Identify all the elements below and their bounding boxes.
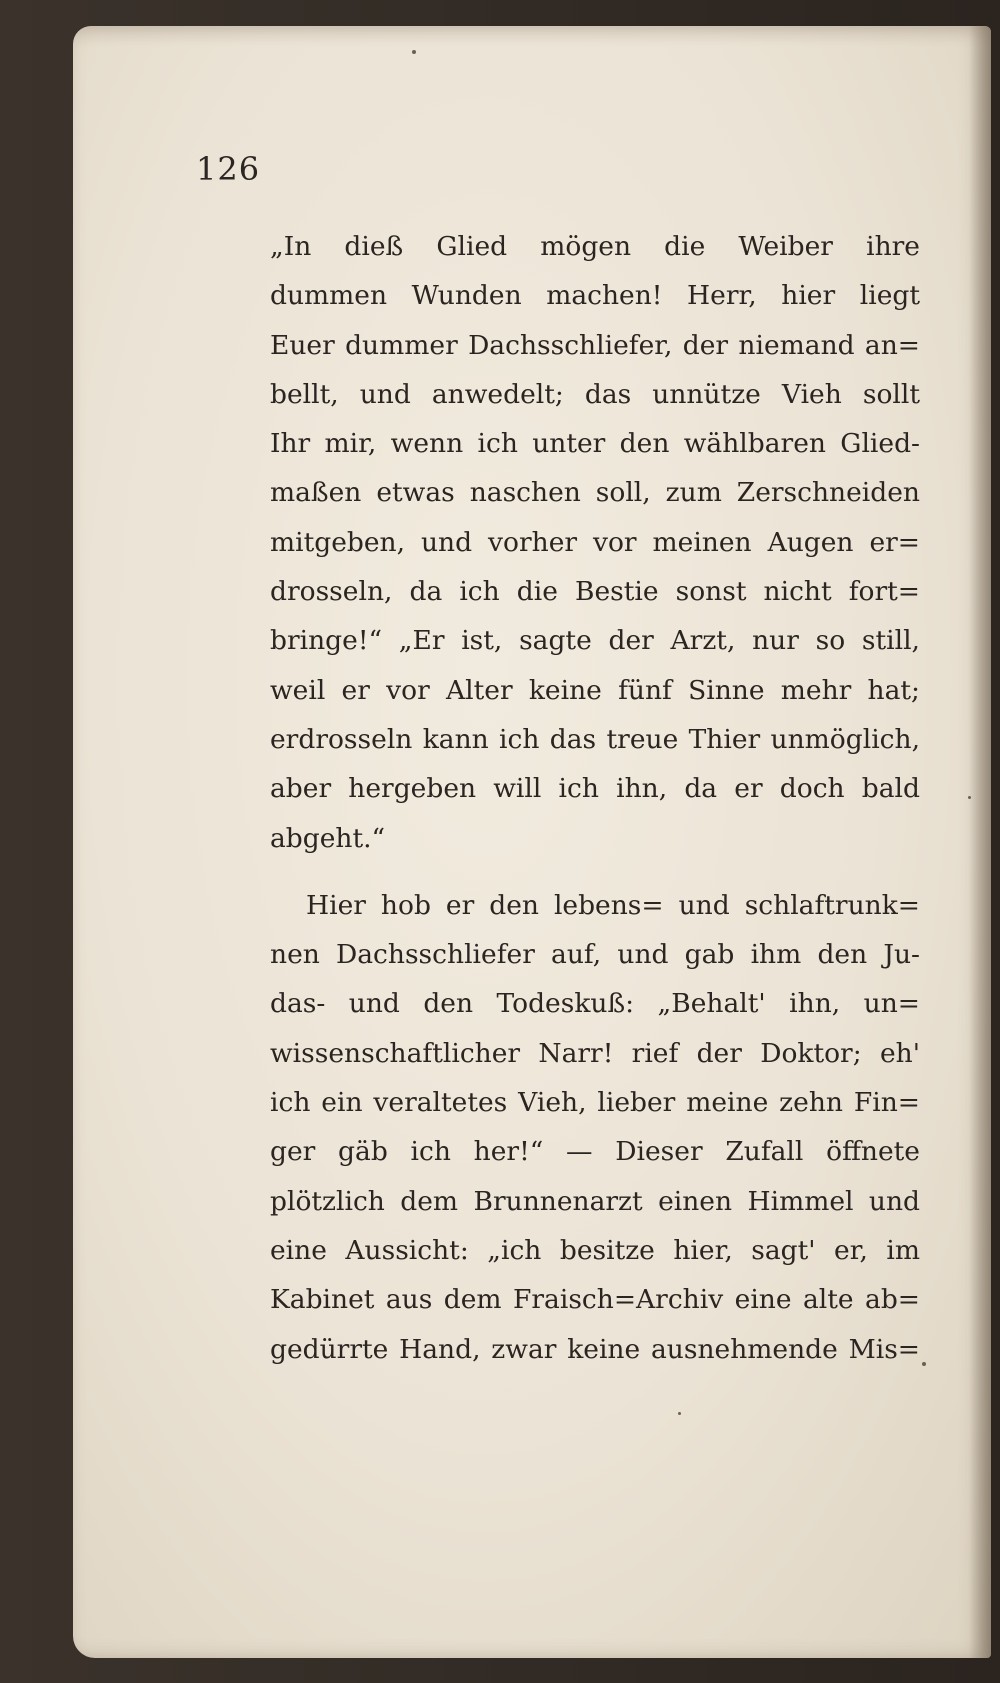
text-line: erdrosseln kann ich das treue Thier unmöglich,: [270, 723, 920, 755]
page-number: 126: [196, 150, 261, 188]
text-line: mitgeben, und vorher vor meinen Augen er=: [270, 526, 920, 558]
text-line: „In dieß Glied mögen die Weiber ihre: [270, 231, 920, 262]
text-line: gedürrte Hand, zwar keine ausnehmende Mis=: [270, 1333, 920, 1365]
text-line: Ihr mir, wenn ich unter den wählbaren Glied-: [270, 428, 920, 460]
text-line: eine Aussicht: „ich besitze hier, sagt' er, im: [270, 1234, 920, 1266]
text-line: weil er vor Alter keine fünf Sinne mehr hat;: [270, 674, 920, 706]
text-line: wissenschaftlicher Narr! rief der Doktor; eh': [270, 1037, 920, 1069]
paragraph-1: [270, 222, 920, 863]
text-line: Kabinet aus dem Fraisch=Archiv eine alte ab=: [270, 1284, 920, 1316]
paper-speck: [922, 1362, 926, 1366]
text-line: ger gäb ich her!“ — Dieser Zufall öffnete: [270, 1136, 920, 1168]
text-line: bellt, und anwedelt; das unnütze Vieh sollt: [270, 378, 920, 410]
text-line: nen Dachsschliefer auf, und gab ihm den Ju-: [270, 939, 920, 971]
page-shadow-edge: [969, 26, 991, 1658]
text-line: Euer dummer Dachsschliefer, der niemand an=: [270, 329, 920, 361]
text-line: Hier hob er den lebens= und schlaftrunk=: [306, 889, 920, 921]
text-line: das- und den Todeskuß: „Behalt' ihn, un=: [270, 988, 920, 1020]
paper-speck: [412, 50, 416, 54]
text-line: ich ein veraltetes Vieh, lieber meine zehn Fin=: [270, 1087, 920, 1119]
paper-speck: [678, 1412, 681, 1415]
text-line: maßen etwas naschen soll, zum Zerschneiden: [270, 477, 920, 509]
paper-speck: [968, 796, 971, 799]
text-line: dummen Wunden machen! Herr, hier liegt: [270, 280, 920, 312]
body-text: [270, 222, 920, 1374]
text-line: plötzlich dem Brunnenarzt einen Himmel und: [270, 1185, 920, 1217]
text-line: abgeht.“: [270, 822, 386, 854]
text-line: bringe!“ „Er ist, sagte der Arzt, nur so still,: [270, 625, 920, 657]
text-line: aber hergeben will ich ihn, da er doch bald: [270, 773, 920, 805]
paragraph-2: [270, 881, 920, 1374]
text-line: drosseln, da ich die Bestie sonst nicht fort=: [270, 576, 920, 608]
